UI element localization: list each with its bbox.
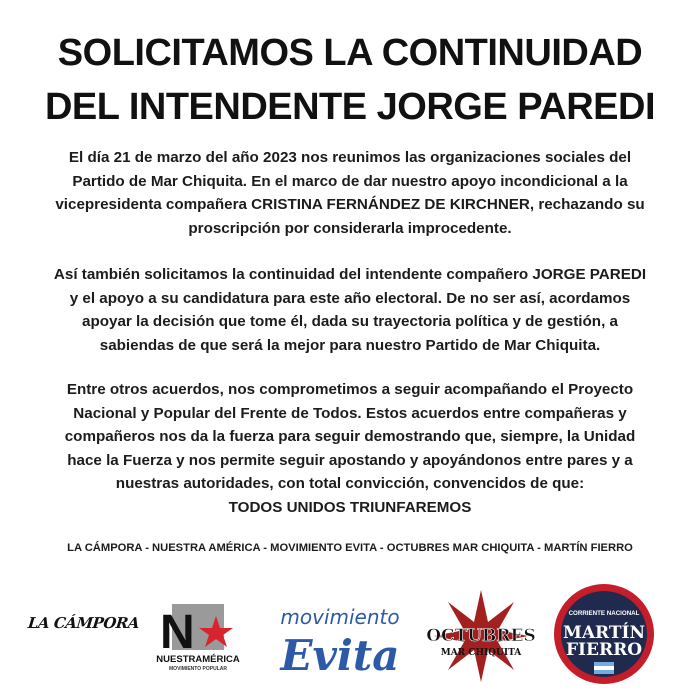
octubres-name: OCTUBRES — [426, 626, 536, 646]
octubres-logo — [426, 588, 536, 684]
paragraph-agreements — [10, 378, 690, 520]
paragraph-line: compañeros nos da la fuerza para seguir demostrando que, siempre, la Unidad — [64, 428, 636, 446]
la-campora-wordmark: LA CÁMPORA — [27, 614, 140, 632]
nuestra-america-name: NUESTRAMÉRICA — [156, 654, 240, 665]
nuestra-america-logo — [152, 602, 244, 672]
paragraph-line: vicepresidenta compañera CRISTINA FERNÁNDEZ DE KIRCHNER, rechazando su — [55, 196, 645, 214]
evita-line-1: movimiento — [280, 605, 400, 629]
paragraph-line: y el apoyo a su candidatura para este año electoral. De no ser así, acordamos — [69, 289, 631, 307]
nuestra-america-letter: N — [160, 606, 195, 659]
paragraph-line: nuestras autoridades, con total convicción, convencidos de que: — [115, 475, 585, 493]
paragraph-line: apoyar la decisión que tome él, dada su trayectoria política y de gestión, a — [82, 313, 618, 331]
slogan: TODOS UNIDOS TRIUNFAREMOS — [228, 498, 472, 516]
fierro-top-text: CORRIENTE NACIONAL — [568, 610, 640, 617]
fierro-line-1: MARTÍN — [563, 623, 645, 643]
paragraph-line: Así también solicitamos la continuidad del intendente compañero JORGE PAREDI — [53, 266, 647, 283]
martin-fierro-badge — [552, 582, 656, 686]
octubres-mark — [426, 588, 536, 684]
nuestra-america-mark — [152, 602, 244, 672]
paragraph-candidacy — [10, 263, 690, 357]
octubres-subtitle: MAR CHIQUITA — [440, 648, 522, 658]
paragraph-line: El día 21 de marzo del año 2023 nos reunimos las organizaciones sociales del — [68, 149, 632, 166]
martin-fierro-logo — [552, 582, 656, 686]
paragraph-meeting — [10, 146, 690, 240]
organizations-list: LA CÁMPORA - NUESTRA AMÉRICA - MOVIMIENTO EVITA - OCTUBRES MAR CHIQUITA - MARTÍN FIERRO — [67, 542, 633, 554]
paragraph-line: Nacional y Popular del Frente de Todos. Estos acuerdos entre compañeras y — [73, 404, 627, 422]
fierro-line-2: FIERRO — [565, 640, 643, 660]
headline-line-1: SOLICITAMOS LA CONTINUIDAD — [57, 32, 643, 74]
paragraph-line: sabiendas de que será la mejor para nuestro Partido de Mar Chiquita. — [99, 336, 601, 354]
movimiento-evita-logo — [280, 600, 400, 680]
paragraph-line: proscripción por considerarla improcedente. — [188, 219, 512, 237]
paragraph-line: Partido de Mar Chiquita. En el marco de dar nuestro apoyo incondicional a la — [72, 172, 628, 190]
headline-line-2: DEL INTENDENTE JORGE PAREDI — [44, 86, 656, 128]
nuestra-america-subtitle: MOVIMIENTO POPULAR — [169, 666, 227, 672]
paragraph-line: Entre otros acuerdos, nos comprometimos a seguir acompañando el Proyecto — [66, 381, 634, 398]
argentina-flag-icon — [594, 662, 614, 674]
evita-mark — [280, 600, 400, 680]
la-campora-logo — [27, 614, 140, 646]
evita-line-2: Evita — [280, 631, 400, 680]
paragraph-line: hace la Fuerza y nos permite seguir apostando y apoyándonos entre pares y a — [67, 451, 633, 469]
headline — [0, 26, 700, 134]
